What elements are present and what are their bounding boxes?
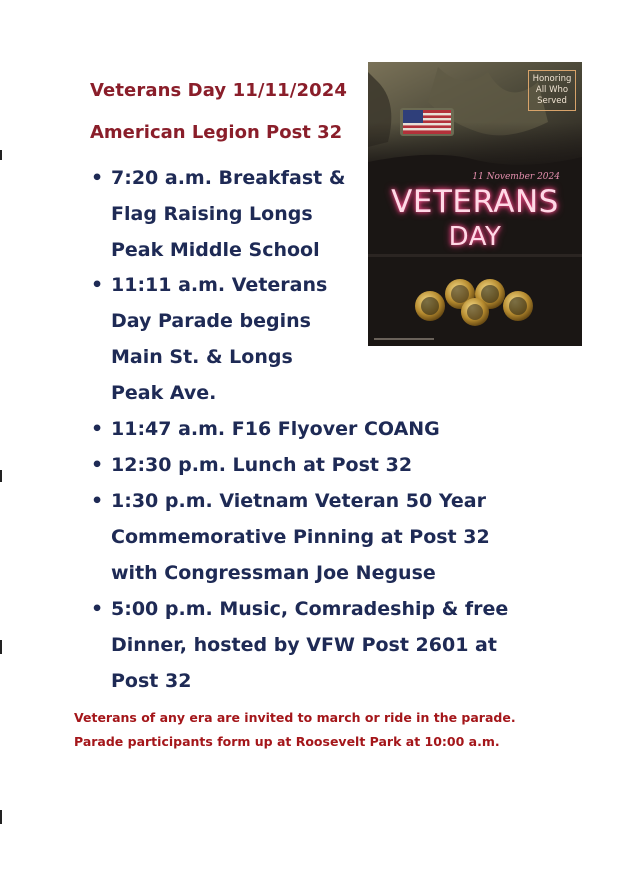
event-line: 7:20 a.m. Breakfast &: [111, 167, 346, 189]
organization-name: American Legion Post 32: [90, 122, 343, 143]
footer-note-line: Parade participants form up at Roosevelt Park at 10:00 a.m.: [74, 734, 500, 749]
event-line: Dinner, hosted by VFW Post 2601 at: [111, 634, 497, 656]
event-line: 11:47 a.m. F16 Flyover COANG: [111, 418, 440, 440]
footer-note-line: Veterans of any era are invited to march or ride in the parade.: [74, 710, 516, 725]
divider: [368, 254, 582, 257]
event-line: 1:30 p.m. Vietnam Veteran 50 Year: [111, 490, 486, 512]
scan-edge-mark: [0, 150, 2, 160]
event-line: 5:00 p.m. Music, Comradeship & free: [111, 598, 509, 620]
bullet-icon: •: [91, 274, 104, 296]
bullet-icon: •: [91, 418, 104, 440]
honoring-badge: [528, 70, 576, 111]
event-line: Post 32: [111, 670, 192, 692]
badge-line: Honoring: [532, 74, 572, 84]
poster-date: 11 November 2024: [472, 172, 560, 182]
scan-edge-mark: [0, 640, 2, 654]
scan-edge-mark: [0, 810, 2, 824]
scan-edge-mark: [0, 470, 2, 482]
badge-line: Served: [537, 96, 567, 106]
event-line: Main St. & Longs: [111, 346, 293, 368]
veterans-day-poster: [368, 62, 582, 346]
event-line: 12:30 p.m. Lunch at Post 32: [111, 454, 413, 476]
event-line: Peak Ave.: [111, 382, 217, 404]
event-line: Peak Middle School: [111, 239, 320, 261]
credit-mark: [374, 338, 434, 340]
event-line: with Congressman Joe Neguse: [111, 562, 436, 584]
flag-patch-icon: [400, 108, 454, 136]
event-item: [91, 411, 561, 447]
event-item: [91, 483, 561, 591]
event-line: Commemorative Pinning at Post 32: [111, 526, 490, 548]
event-item: [91, 447, 561, 483]
bullet-icon: •: [91, 598, 104, 620]
poster-title-veterans: VETERANS: [391, 184, 559, 220]
bullet-icon: •: [91, 454, 104, 476]
page-title: Veterans Day 11/11/2024: [90, 80, 347, 101]
badge-line: All Who: [535, 85, 569, 95]
event-line: Flag Raising Longs: [111, 203, 313, 225]
bullet-icon: •: [91, 490, 104, 512]
event-item: [91, 591, 561, 699]
event-line: 11:11 a.m. Veterans: [111, 274, 328, 296]
bullet-icon: •: [91, 167, 104, 189]
event-line: Day Parade begins: [111, 310, 311, 332]
poster-title-day: DAY: [448, 222, 502, 252]
